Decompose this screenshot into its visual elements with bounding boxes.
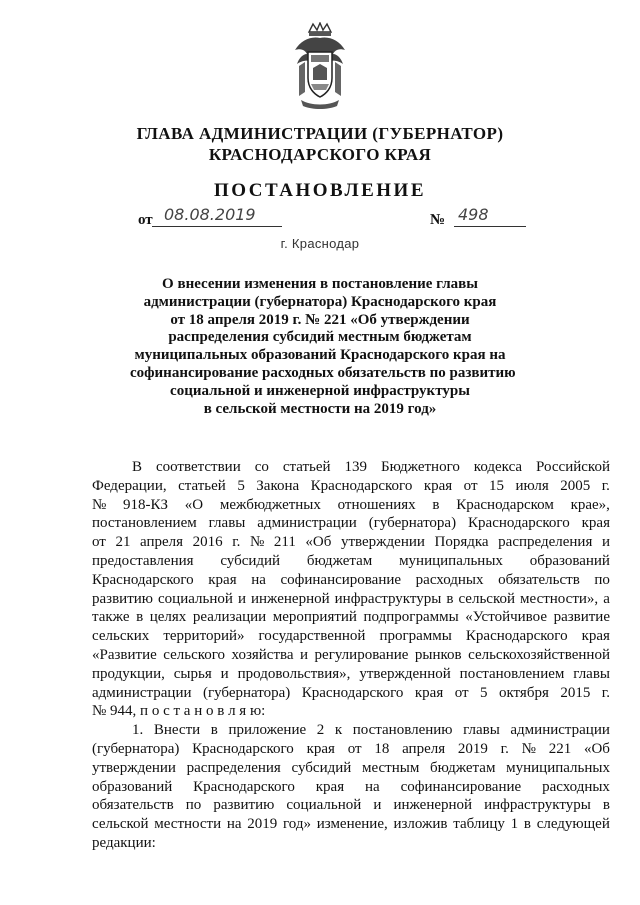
body-word: постановлению (352, 722, 453, 739)
authority-title-line1: ГЛАВА АДМИНИСТРАЦИИ (ГУБЕРНАТОР) (136, 124, 504, 143)
body-word: изложив (393, 816, 448, 833)
body-word: мероприятий (272, 609, 357, 626)
body-word: главы (573, 665, 610, 682)
body-word: местности», (520, 590, 599, 607)
body-word: редакции: (92, 834, 156, 851)
body-word: В (132, 459, 143, 475)
body-word: реализации (192, 609, 267, 626)
coat-of-arms-icon (291, 22, 349, 110)
body-word: в (523, 816, 531, 833)
body-word: со (254, 459, 269, 475)
body-word: Краснодарского (92, 571, 194, 588)
body-word: отношениях (337, 496, 416, 513)
body-word: крае», (570, 496, 610, 513)
body-word: по (185, 797, 202, 814)
body-line (92, 458, 610, 477)
body-word: на (226, 816, 242, 833)
body-word: следующей (536, 816, 610, 833)
body-word: софинансирование (280, 571, 402, 588)
body-word: регулирование (314, 646, 409, 663)
body-word: Российской (536, 459, 610, 475)
body-word: края (208, 571, 237, 588)
body-word: муниципальных (506, 759, 610, 776)
body-word: № (521, 740, 536, 757)
authority-title-line2: КРАСНОДАРСКОГО КРАЯ (208, 145, 432, 164)
body-word: год» (283, 816, 311, 833)
body-word: распределения (498, 534, 593, 551)
document-title (130, 276, 516, 418)
body-word: постановлением (92, 515, 197, 532)
body-line (92, 477, 610, 496)
body-word: изменение, (316, 816, 388, 833)
body-word: предоставления (92, 552, 194, 569)
body-word: местным (361, 759, 420, 776)
body-word: г. (601, 684, 610, 701)
title-line: О внесении изменения в постановление главы (162, 276, 478, 292)
body-word: обязательств (92, 797, 174, 814)
body-word: 2016 (192, 534, 223, 551)
body-word: развитие (553, 609, 610, 626)
body-word: статьей (282, 459, 331, 475)
body-word: № 944, п о с т а н о в л я ю: (92, 703, 266, 720)
body-line (92, 778, 610, 797)
body-word: г. (500, 740, 509, 757)
body-word: продукции, (92, 665, 165, 682)
body-word: г. (601, 477, 610, 494)
body-word: (губернатора) (368, 515, 457, 532)
body-word: местности (154, 816, 222, 833)
body-word: 211 (273, 534, 296, 551)
body-word: октября (498, 684, 549, 701)
body-word: от (454, 684, 469, 701)
body-word: Бюджетного (380, 459, 460, 475)
body-word: сырья (173, 665, 212, 682)
body-word: продовольствия», (237, 665, 351, 682)
body-word: № (250, 534, 265, 551)
body-word: 221 (548, 740, 572, 757)
body-word: в (602, 797, 610, 814)
body-line (92, 721, 610, 740)
body-word: Краснодарском (456, 496, 554, 513)
city-line: г. Краснодар (280, 236, 360, 251)
body-line (92, 496, 610, 515)
body-word: «Об (305, 534, 332, 551)
body-word: администрации (257, 515, 357, 532)
body-line (92, 702, 610, 721)
body-word: сельскохозяйственной (468, 646, 610, 663)
body-word: территорий» (163, 628, 245, 645)
body-line (92, 740, 610, 759)
body-word: Краснодарского (193, 778, 295, 795)
body-word: администрации (510, 722, 610, 739)
body-word: 1 (510, 816, 519, 833)
body-word: и (373, 797, 382, 814)
body-word: 1. (132, 722, 144, 739)
title-line: муниципальных образований Краснодарского края на (134, 347, 506, 364)
body-word: подпрограммы (363, 609, 459, 626)
body-word: Порядка (434, 534, 489, 551)
body-word: Федерации, (92, 477, 167, 494)
body-word: субсидий (220, 552, 281, 569)
body-line (92, 533, 610, 552)
body-word: образований (529, 552, 610, 569)
body-word: сельских (92, 628, 150, 645)
body-word: 21 (115, 534, 131, 551)
title-line: распределения субсидий местным бюджетам (168, 329, 472, 346)
body-word: края (306, 740, 335, 757)
body-word: социальной (158, 590, 233, 607)
body-word: утверждении (92, 759, 176, 776)
body-word: соответствии (155, 459, 241, 475)
body-line (92, 571, 610, 590)
body-word: развитию (213, 797, 275, 814)
body-word: субсидий (291, 759, 352, 776)
body-word: 2 (316, 722, 325, 739)
body-word: 18 (374, 740, 390, 757)
body-line (92, 608, 610, 627)
body-line (92, 514, 610, 533)
body-line (92, 552, 610, 571)
body-word: бюджетам (430, 759, 496, 776)
body-word: государственной (258, 628, 366, 645)
body-line (92, 759, 610, 778)
body-word: сельского (163, 646, 226, 663)
body-word: № (92, 496, 107, 513)
document-body (92, 458, 610, 853)
body-word: 2005 (560, 477, 591, 494)
body-word: апреля (402, 740, 446, 757)
title-line: в сельской местности на 2019 год» (203, 400, 437, 417)
body-word: к (334, 722, 343, 739)
body-word: по (594, 571, 610, 588)
body-word: 139 (344, 459, 368, 475)
body-word: и (601, 534, 610, 551)
body-line (92, 796, 610, 815)
body-word: и (300, 646, 309, 663)
body-word: расходных (542, 778, 610, 795)
body-word: рынков (414, 646, 462, 663)
body-word: и (220, 665, 229, 682)
body-word: главы (463, 722, 500, 739)
body-word: апреля (140, 534, 184, 551)
body-word: на (365, 778, 380, 795)
body-word: образований (92, 778, 173, 795)
body-word: инфраструктуры (334, 590, 442, 607)
title-line: администрации (губернатора) Краснодарского края (143, 293, 497, 310)
body-word: администрации (92, 684, 192, 701)
body-word: а (603, 590, 610, 607)
body-word: «Развитие (92, 646, 157, 663)
body-word: на (251, 571, 266, 588)
body-word: «О (184, 496, 204, 513)
body-word: программы (379, 628, 452, 645)
body-word: 5 (480, 684, 488, 701)
body-word: 2015 (560, 684, 591, 701)
body-word: от (92, 534, 106, 551)
body-word: «Об (583, 740, 610, 757)
body-word: обязательств (498, 571, 580, 588)
body-word: статьей (178, 477, 226, 494)
body-word: Краснодарского (465, 628, 568, 645)
body-word: в (432, 496, 440, 513)
title-line: от 18 апреля 2019 г. № 221 «Об утверждении (170, 311, 470, 328)
body-word: 2019 (247, 816, 278, 833)
body-word: Внести (153, 722, 201, 739)
body-word: от (463, 477, 478, 494)
body-word: края (581, 515, 610, 532)
body-word: приложение (228, 722, 307, 739)
body-word: развитию (92, 590, 153, 607)
body-word: от (347, 740, 362, 757)
body-word: муниципальных (399, 552, 503, 569)
body-word: также (92, 609, 130, 626)
body-word: сельской (92, 816, 149, 833)
number-field: 498 (454, 205, 526, 227)
number-label: № (430, 212, 446, 228)
body-word: края (315, 778, 345, 795)
body-word: хозяйства (231, 646, 294, 663)
body-word: социальной (286, 797, 362, 814)
body-word: «Устойчивое (465, 609, 547, 626)
body-word: распределения (186, 759, 281, 776)
title-line: софинансирование расходных обязательств по развитию (130, 364, 516, 381)
body-line (92, 684, 610, 703)
date-label: от (138, 212, 153, 228)
body-word: г. (232, 534, 241, 551)
body-word: 918-КЗ (123, 496, 169, 513)
body-word: расходных (415, 571, 484, 588)
document-type: ПОСТАНОВЛЕНИЕ (213, 180, 427, 201)
body-word: в (446, 590, 454, 607)
body-word: (губернатора) (92, 740, 180, 757)
body-line (92, 646, 610, 665)
body-line (92, 590, 610, 609)
body-word: Краснодарского (310, 477, 413, 494)
body-word: в (210, 722, 218, 739)
body-word: постановлением (459, 665, 565, 682)
body-word: бюджетам (306, 552, 373, 569)
body-word: кодекса (473, 459, 523, 475)
body-line (92, 815, 610, 834)
title-line: социальной и инженерной инфраструктуры (170, 382, 470, 399)
body-word: сельской (458, 590, 516, 607)
body-word: инженерной (251, 590, 330, 607)
body-word: Краснодарского (192, 740, 294, 757)
body-word: 2019 (457, 740, 488, 757)
body-word: инфраструктуры (484, 797, 591, 814)
body-word: межбюджетных (219, 496, 321, 513)
body-word: (губернатора) (202, 684, 291, 701)
body-word: июля (515, 477, 549, 494)
body-word: края (423, 477, 453, 494)
body-word: Краснодарского (301, 684, 404, 701)
body-word: 15 (489, 477, 505, 494)
body-word: таблицу (453, 816, 505, 833)
body-line (92, 627, 610, 646)
body-word: 5 (237, 477, 245, 494)
body-word: целях (149, 609, 187, 626)
body-word: края (581, 628, 610, 645)
date-field: 08.08.2019 (152, 205, 282, 227)
body-word: утверждении (340, 534, 425, 551)
body-word: инженерной (393, 797, 473, 814)
body-word: края (414, 684, 444, 701)
body-word: утвержденной (359, 665, 451, 682)
body-line (92, 665, 610, 684)
body-word: и (237, 590, 246, 607)
body-line (92, 834, 610, 853)
body-word: в (136, 609, 144, 626)
body-word: софинансирование (400, 778, 522, 795)
body-word: Краснодарского (468, 515, 570, 532)
body-word: Закона (256, 477, 300, 494)
body-word: главы (208, 515, 246, 532)
